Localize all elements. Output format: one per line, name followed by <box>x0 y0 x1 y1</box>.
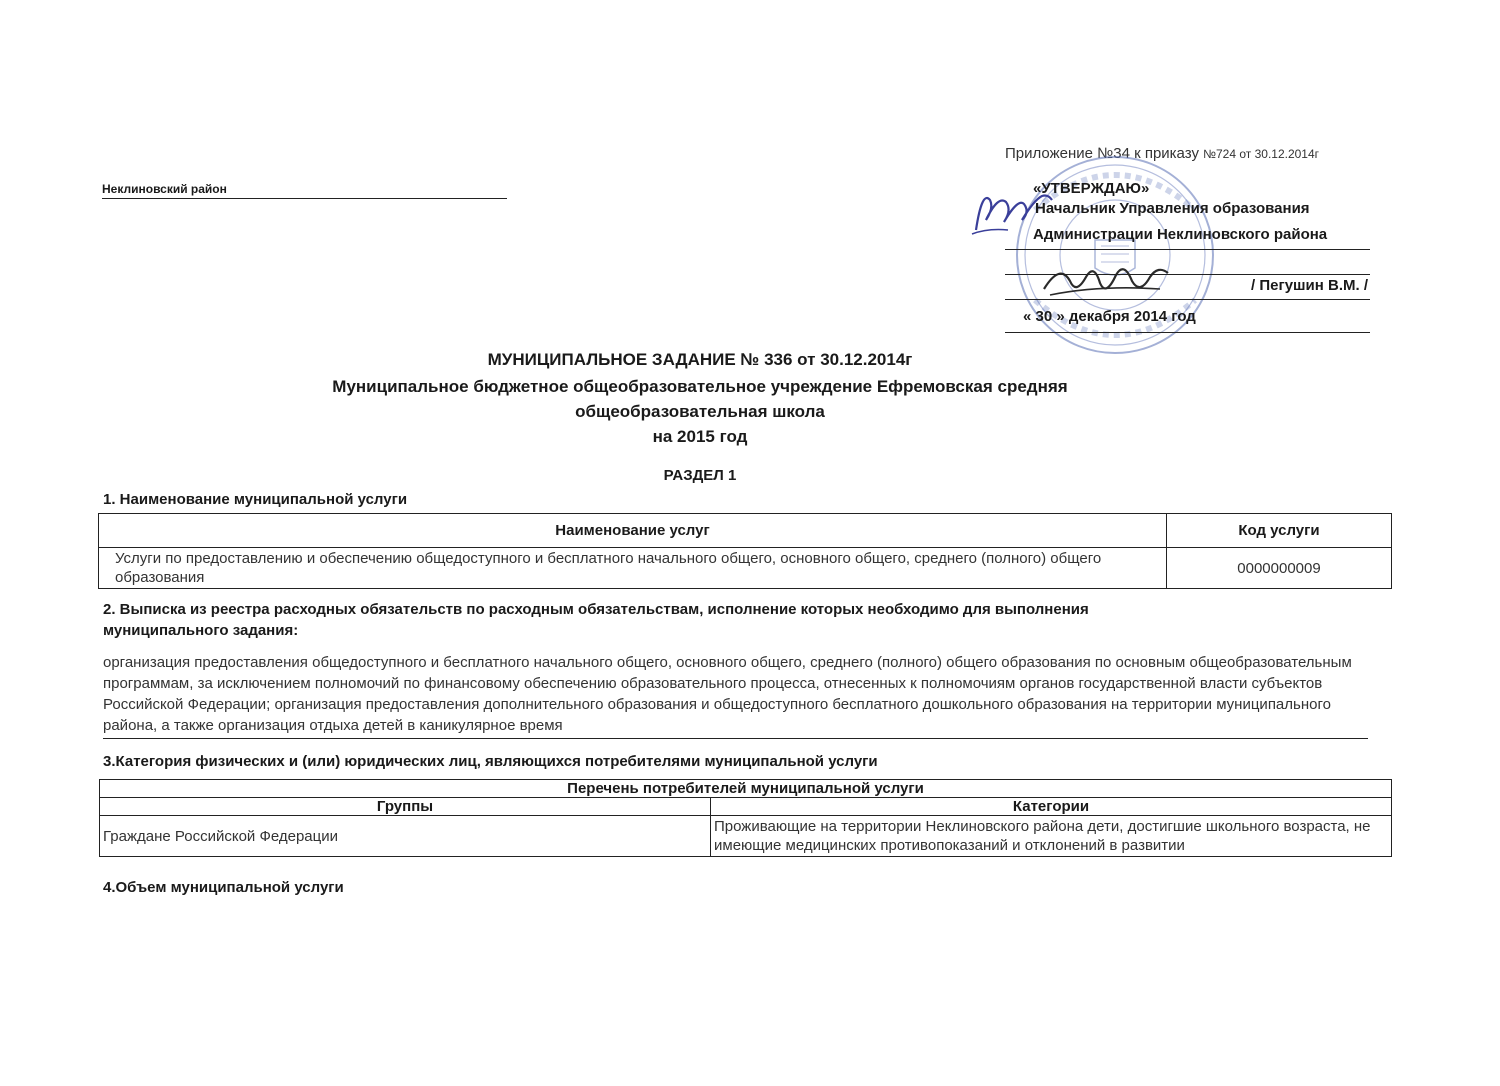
consumer-category-cell: Проживающие на территории Неклиновского района дети, достигшие школьного возраста, не имеющие медицинских противопоказаний и отклонений в развитии <box>711 816 1392 857</box>
service-code-cell: 0000000009 <box>1167 548 1392 589</box>
header-service-name: Наименование услуг <box>99 514 1167 548</box>
institution-name-cont: общеобразовательная школа <box>575 402 825 421</box>
approval-blank-line <box>1005 250 1370 275</box>
table-row <box>100 816 1392 857</box>
obligations-text: организация предоставления общедоступного и бесплатного начального общего, основного общего, среднего (полного) общего образования по основным общеобразовательным программам, за исключением полномочий по финансовому обеспечению образовательного процесса, отнесенных к полномочиям органов государственной власти субъектов Российской Федерации; организация предоставления дополнительного образования и общедоступного бесплатного дошкольного образования на территории муниципального района, а также организация отдыха детей в каникулярное время <box>103 652 1368 739</box>
document-year: на 2015 год <box>652 427 748 446</box>
district-label: Неклиновский район <box>102 182 507 199</box>
header-groups: Группы <box>100 798 711 816</box>
document-title: МУНИЦИПАЛЬНОЕ ЗАДАНИЕ № 336 от 30.12.2014г <box>487 350 913 369</box>
institution-name: Муниципальное бюджетное общеобразовательное учреждение Ефремовская средняя <box>332 377 1068 396</box>
section-heading: РАЗДЕЛ 1 <box>663 467 737 484</box>
section2-title: 2. Выписка из реестра расходных обязательств по расходным обязательствам, исполнение которых необходимо для выполнения <box>103 601 1089 618</box>
section1-title: 1. Наименование муниципальной услуги <box>103 491 408 508</box>
header-categories: Категории <box>711 798 1392 816</box>
table-header-row <box>99 514 1392 548</box>
table-title-row <box>100 780 1392 798</box>
service-name-cell: Услуги по предоставлению и обеспечению общедоступного и бесплатного начального общего, основного общего, среднего (полного) общего образования <box>99 548 1167 589</box>
section4-title: 4.Объем муниципальной услуги <box>103 879 344 896</box>
consumers-table <box>99 779 1392 857</box>
appendix-order: №724 от 30.12.2014г <box>1203 147 1320 161</box>
approval-date: « 30 » декабря 2014 год <box>1005 300 1370 333</box>
consumers-table-title: Перечень потребителей муниципальной услуги <box>100 780 1392 798</box>
services-table <box>98 513 1392 589</box>
approval-block <box>1005 180 1370 333</box>
approve-label: «УТВЕРЖДАЮ» <box>1033 180 1150 197</box>
approver-position-2: Администрации Неклиновского района <box>1005 224 1370 250</box>
approver-position-1: Начальник Управления образования <box>1035 200 1310 217</box>
header-service-code: Код услуги <box>1167 514 1392 548</box>
appendix-main: Приложение №34 к приказу <box>1005 145 1199 162</box>
section2-title-cont: муниципального задания: <box>103 622 299 639</box>
consumer-group-cell: Граждане Российской Федерации <box>100 816 711 857</box>
table-header-row <box>100 798 1392 816</box>
table-row <box>99 548 1392 589</box>
section3-title: 3.Категория физических и (или) юридических лиц, являющихся потребителями муниципальной услуги <box>103 753 878 770</box>
approver-name: / Пегушин В.М. / <box>1005 275 1370 300</box>
